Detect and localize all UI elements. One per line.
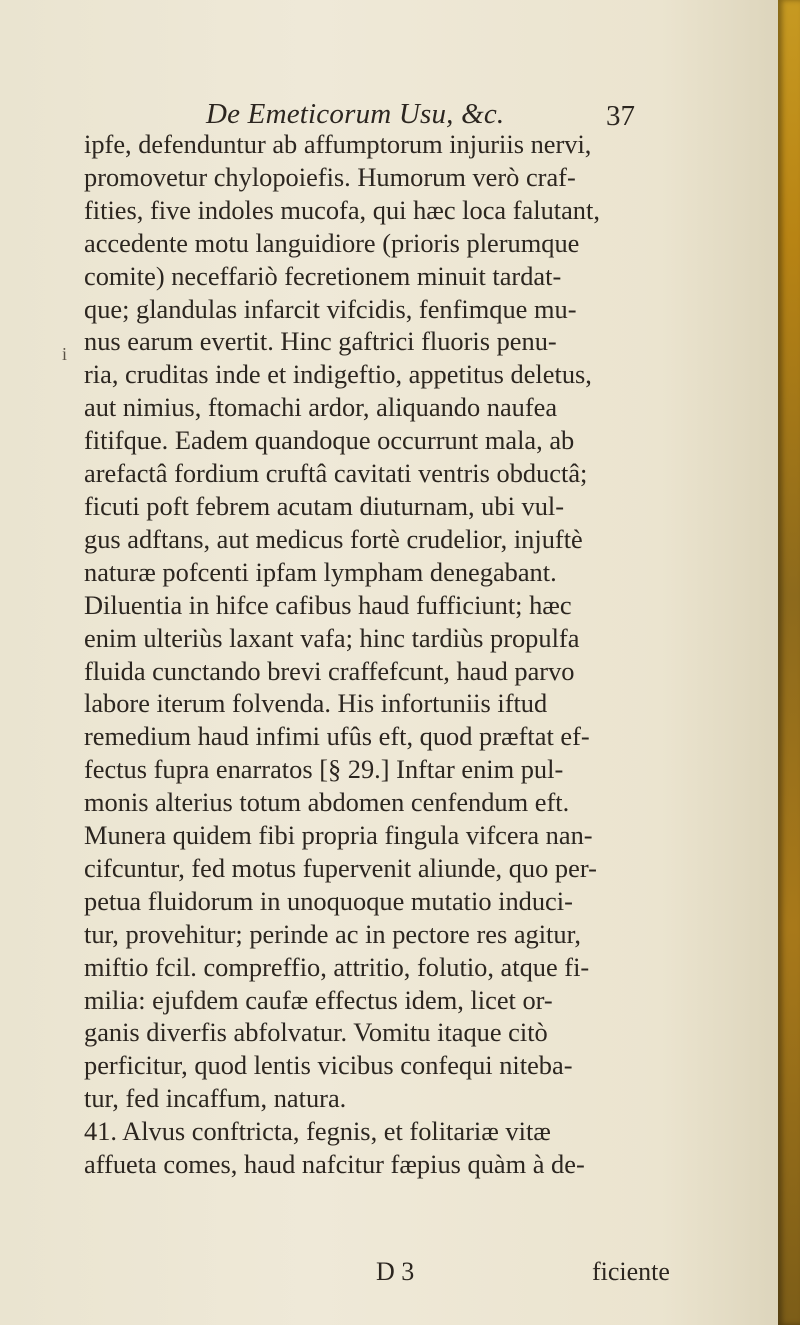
text-line: naturæ pofcenti ipfam lympham denegabant. bbox=[84, 556, 557, 587]
catchword: ficiente bbox=[592, 1257, 670, 1286]
running-head: De Emeticorum Usu, &c. bbox=[206, 98, 505, 130]
text-line: ipfe, defenduntur ab affumptorum injuriis nervi, bbox=[84, 129, 592, 159]
text-line: ficuti poft febrem acutam diuturnam, ubi vul- bbox=[84, 490, 565, 521]
text-line: nus earum evertit. Hinc gaftrici fluoris penu- bbox=[84, 326, 557, 357]
text-line: tur, fed incaffum, natura. bbox=[84, 1083, 347, 1114]
text-line: 41. Alvus conftricta, fegnis, et folitariæ vitæ bbox=[84, 1116, 551, 1147]
body-text bbox=[84, 128, 764, 1181]
text-line: ganis diverfis abfolvatur. Vomitu itaque citò bbox=[84, 1017, 548, 1048]
page-number: 37 bbox=[606, 100, 635, 132]
text-line: Munera quidem fibi propria fingula vifcera nan- bbox=[84, 820, 593, 851]
text-line: ria, cruditas inde et indigeftio, appetitus deletus, bbox=[84, 359, 592, 390]
text-line: petua fluidorum in unoquoque mutatio induci- bbox=[84, 885, 573, 916]
text-line: fluida cunctando brevi craffefcunt, haud parvo bbox=[84, 655, 575, 686]
text-line: labore iterum folvenda. His infortuniis iftud bbox=[84, 688, 548, 719]
text-line: aut nimius, ftomachi ardor, aliquando naufea bbox=[84, 392, 558, 423]
text-line: remedium haud infimi ufûs eft, quod præftat ef- bbox=[84, 721, 590, 752]
text-line: fectus fupra enarratos [§ 29.] Inftar enim pul- bbox=[84, 754, 564, 785]
text-line: comite) neceffariò fecretionem minuit tardat- bbox=[84, 260, 562, 291]
text-line: milia: ejufdem caufæ effectus idem, licet or- bbox=[84, 984, 553, 1015]
margin-mark: i bbox=[62, 344, 68, 364]
text-line: que; glandulas infarcit vifcidis, fenfimque mu- bbox=[84, 293, 577, 324]
text-line: promovetur chylopoiefis. Humorum verò craf- bbox=[84, 161, 576, 192]
text-line: Diluentia in hifce cafibus haud fufficiunt; hæc bbox=[84, 589, 572, 620]
text-line: arefactâ fordium cruftâ cavitati ventris obductâ; bbox=[84, 458, 588, 489]
text-line: enim ulteriùs laxant vafa; hinc tardiùs propulfa bbox=[84, 622, 580, 653]
page-footer bbox=[0, 1257, 778, 1291]
text-line: affueta comes, haud nafcitur fæpius quàm à de- bbox=[84, 1149, 585, 1180]
text-line: monis alterius totum abdomen cenfendum eft. bbox=[84, 787, 570, 818]
book-binding-edge bbox=[778, 0, 800, 1325]
text-line: miftio fcil. compreffio, attritio, folutio, atque fi- bbox=[84, 951, 590, 982]
signature-mark: D 3 bbox=[376, 1257, 415, 1286]
text-line: fitifque. Eadem quandoque occurrunt mala, ab bbox=[84, 425, 575, 456]
text-line: tur, provehitur; perinde ac in pectore res agitur, bbox=[84, 918, 581, 949]
text-line: perficitur, quod lentis vicibus confequi niteba- bbox=[84, 1050, 573, 1081]
text-line: fities, five indoles mucofa, qui hæc loca falutant, bbox=[84, 194, 600, 225]
text-line: accedente motu languidiore (prioris plerumque bbox=[84, 227, 580, 258]
text-line: gus adftans, aut medicus fortè crudelior, injuftè bbox=[84, 523, 583, 554]
text-line: cifcuntur, fed motus fupervenit aliunde, quo per- bbox=[84, 852, 597, 883]
